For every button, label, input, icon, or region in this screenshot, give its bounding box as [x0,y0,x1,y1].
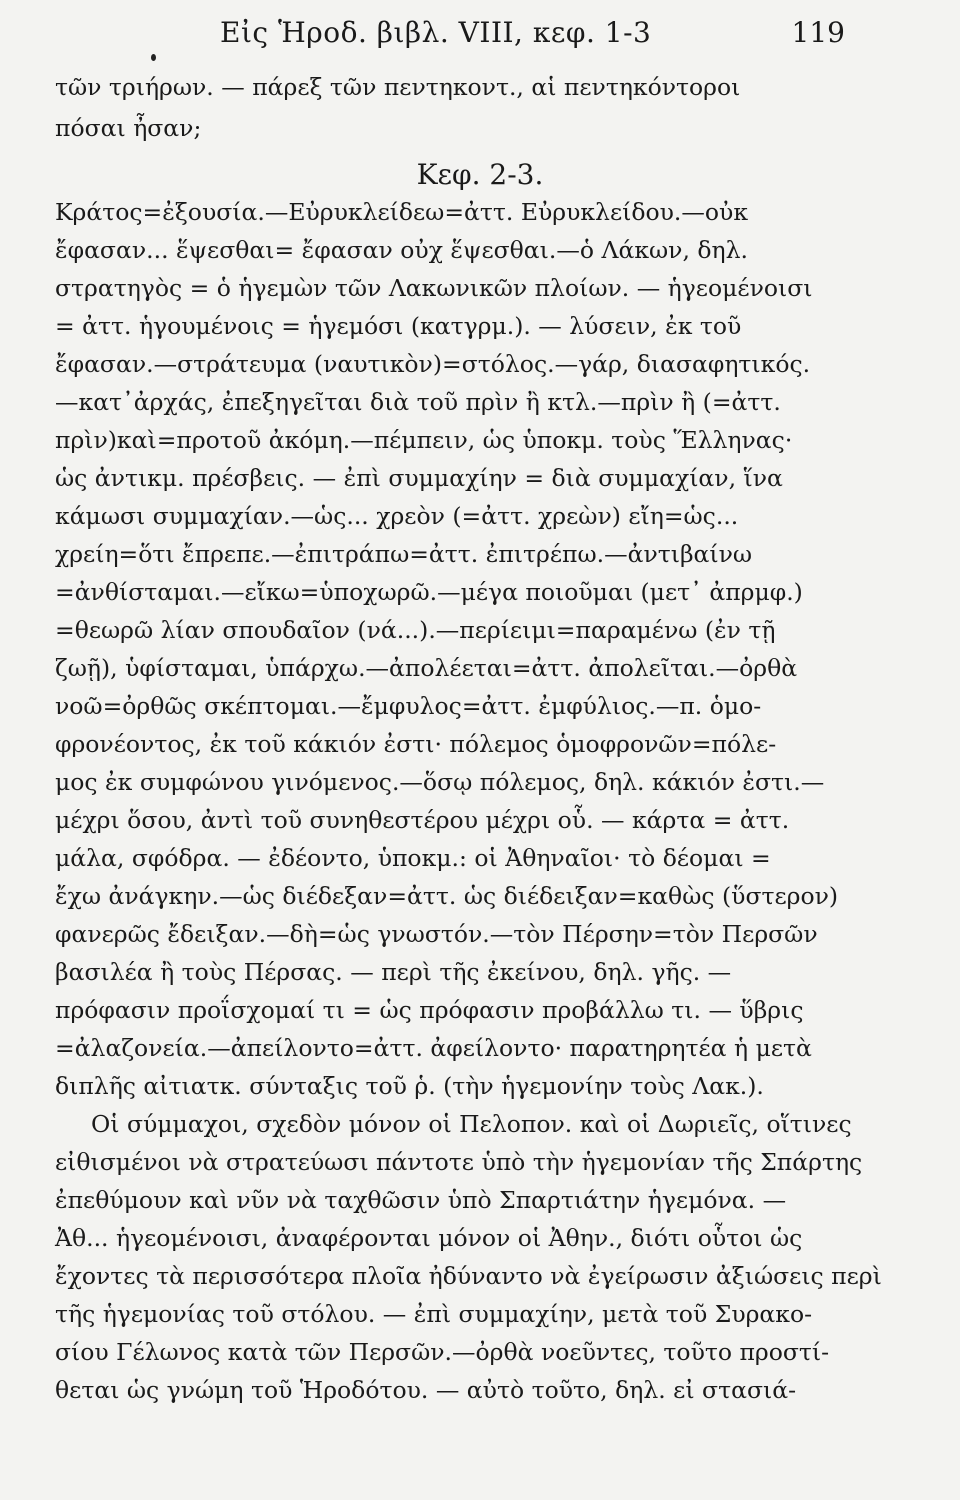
ink-dot [151,54,156,61]
text-line: διπλῆς αἰτιατκ. σύνταξις τοῦ ῥ. (τὴν ἡγεμονίην τοὺς Λακ.). [55,1072,764,1100]
text-line: πρὶν)καὶ=προτοῦ ἀκόμη.—πέμπειν, ὡς ὑποκμ. τοὺς Ἕλληνας· [55,426,793,454]
text-line: ὡς ἀντικμ. πρέσβεις. — ἐπὶ συμμαχίην = διὰ συμμαχίαν, ἵνα [55,464,783,492]
text-line: μάλα, σφόδρα. — ἐδέοντο, ὑποκμ.: οἱ Ἀθηναῖοι· τὸ δέομαι = [55,844,771,872]
text-line: πρόφασιν προΐσχομαί τι = ὡς πρόφασιν προβάλλω τι. — ὕβρις [55,996,804,1024]
text-line: ζωῇ), ὑφίσταμαι, ὑπάρχω.—ἀπολέεται=ἀττ. ἀπολεῖται.—ὀρθὰ [55,654,798,682]
text-line: ἔχοντες τὰ περισσότερα πλοῖα ἠδύναντο νὰ ἐγείρωσιν ἀξιώσεις περὶ [55,1262,882,1290]
text-line: τῆς ἡγεμονίας τοῦ στόλου. — ἐπὶ συμμαχίην, μετὰ τοῦ Συρακο- [55,1300,813,1328]
text-line: ἔχω ἀνάγκην.—ὡς διέδεξαν=ἀττ. ὡς διέδειξαν=καθὼς (ὕστερον) [55,882,839,910]
text-line: ἔφασαν... ἕψεσθαι= ἔφασαν οὐχ ἕψεσθαι.—ὁ Λάκων, δηλ. [55,236,748,264]
text-line: =ἀλαζονεία.—ἀπείλοντο=ἀττ. ἀφείλοντο· παρατηρητέα ἡ μετὰ [55,1034,812,1062]
text-line: στρατηγὸς = ὁ ἡγεμὼν τῶν Λακωνικῶν πλοίων. — ἡγεομένοισι [55,274,813,302]
text-line: =ἀνθίσταμαι.—εἴκω=ὑποχωρῶ.—μέγα ποιοῦμαι (μετ᾽ ἀπρμφ.) [55,578,803,606]
text-line: Κράτος=ἐξουσία.—Εὐρυκλείδεω=ἀττ. Εὐρυκλείδου.—οὐκ [55,198,749,226]
text-line: —κατ᾽ἀρχάς, ἐπεξηγεῖται διὰ τοῦ πρὶν ἢ κτλ.—πρὶν ἢ (=ἀττ. [55,388,781,416]
text-line: = ἀττ. ἡγουμένοις = ἡγεμόσι (κατγρμ.). — λύσειν, ἐκ τοῦ [55,312,742,340]
text-line: κάμωσι συμμαχίαν.—ὡς... χρεὸν (=ἀττ. χρεὼν) εἴη=ὡς... [55,502,739,530]
text-line: =θεωρῶ λίαν σπουδαῖον (νά...).—περίειμι=παραμένω (ἐν τῇ [55,616,776,644]
text-line: εἰθισμένοι νὰ στρατεύωσι πάντοτε ὑπὸ τὴν ἡγεμονίαν τῆς Σπάρτης [55,1148,863,1176]
text-line: θεται ὡς γνώμη τοῦ Ἡροδότου. — αὐτὸ τοῦτο, δηλ. εἰ στασιά- [55,1376,797,1404]
text-line: χρείη=ὅτι ἔπρεπε.—ἐπιτράπω=ἀττ. ἐπιτρέπω.—ἀντιβαίνω [55,540,753,568]
text-line: σίου Γέλωνος κατὰ τῶν Περσῶν.—ὀρθὰ νοεῦντες, τοῦτο προστί- [55,1338,830,1366]
text-line: βασιλέα ἢ τοὺς Πέρσας. — περὶ τῆς ἐκείνου, δηλ. γῆς. — [55,958,732,986]
page-header [55,10,845,50]
text-line: ἐπεθύμουν καὶ νῦν νὰ ταχθῶσιν ὑπὸ Σπαρτιάτην ἡγεμόνα. — [55,1186,787,1214]
running-head: Εἰς Ἡροδ. βιβλ. VIII, κεφ. 1-3 [220,16,652,49]
text-line: νοῶ=ὀρθῶς σκέπτομαι.—ἔμφυλος=ἀττ. ἐμφύλιος.—π. ὁμο- [55,692,762,720]
text-line: ἔφασαν.—στράτευμα (ναυτικὸν)=στόλος.—γάρ, διασαφητικός. [55,350,811,378]
text-line: φανερῶς ἔδειξαν.—δὴ=ὡς γνωστόν.—τὸν Πέρσην=τὸν Περσῶν [55,920,818,948]
text-line: πόσαι ἦσαν; [55,114,202,142]
text-line: μος ἐκ συμφώνου γινόμενος.—ὅσῳ πόλεμος, δηλ. κάκιόν ἐστι.— [55,768,825,796]
page-number: 119 [791,16,845,49]
text-line: μέχρι ὅσου, ἀντὶ τοῦ συνηθεστέρου μέχρι οὗ. — κάρτα = ἀττ. [55,806,790,834]
section-heading: Κεφ. 2-3. [416,158,544,191]
text-line: φρονέοντος, ἐκ τοῦ κάκιόν ἐστι· πόλεμος ὁμοφρονῶν=πόλε- [55,730,777,758]
text-line: Ἀθ... ἡγεομένοισι, ἀναφέρονται μόνον οἱ Ἀθην., διότι οὗτοι ὡς [55,1224,803,1252]
text-line: Οἱ σύμμαχοι, σχεδὸν μόνον οἱ Πελοπον. καὶ οἱ Δωριεῖς, οἵτινες [91,1110,852,1138]
text-line: τῶν τριήρων. — πάρεξ τῶν πεντηκοντ., αἱ πεντηκόντοροι [55,73,741,101]
